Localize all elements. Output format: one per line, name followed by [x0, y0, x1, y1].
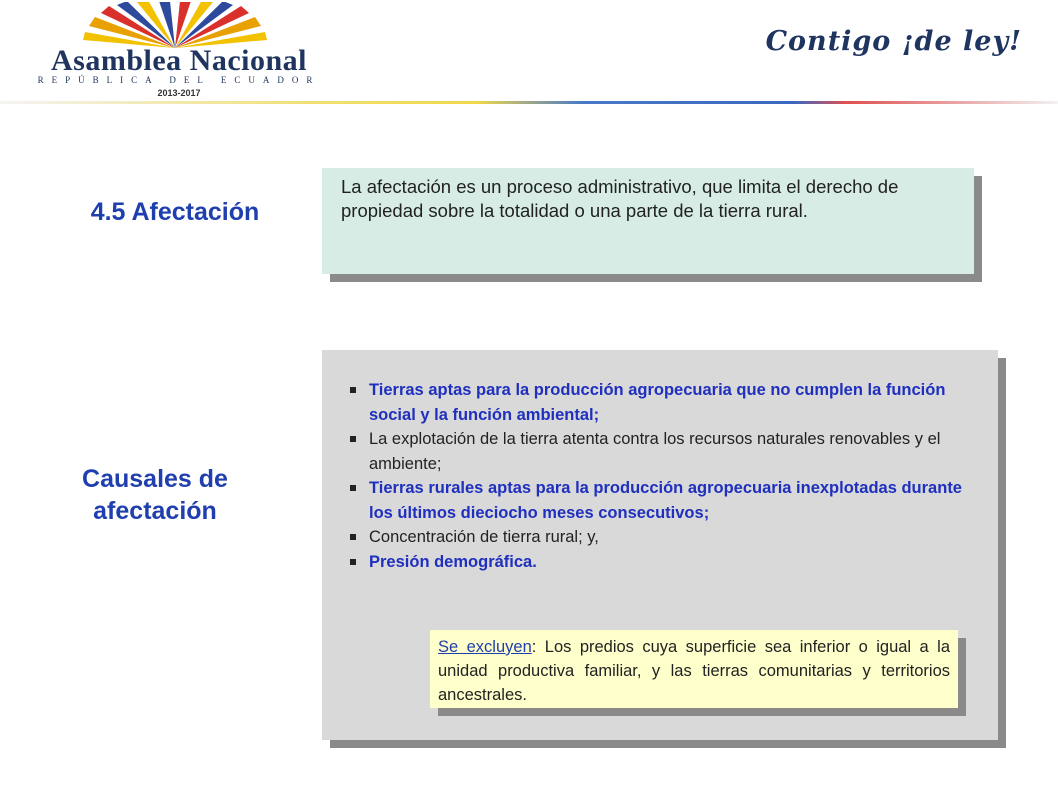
square-bullet-icon — [350, 534, 356, 540]
cause-text: Concentración de tierra rural; y, — [369, 528, 599, 546]
cause-text: Tierras rurales aptas para la producción agropecuaria inexplotadas durante los últimos dieciocho meses consecutivos; — [369, 479, 962, 522]
cause-text: Presión demográfica. — [369, 552, 537, 571]
cause-item — [348, 378, 973, 427]
cause-list — [348, 378, 973, 574]
cause-item — [348, 525, 973, 550]
header-divider — [0, 101, 1058, 104]
exclusion-body: : Los predios cuya superficie sea inferior o igual a la unidad productiva familiar, y las tierras comunitarias y territorios ancestrales. — [438, 638, 950, 704]
logo-title: Asamblea Nacional — [51, 44, 307, 77]
square-bullet-icon — [350, 485, 356, 491]
cause-text: La explotación de la tierra atenta contra los recursos naturales renovables y el ambiente; — [369, 430, 941, 473]
header — [0, 0, 1058, 104]
cause-text: Tierras aptas para la producción agropecuaria que no cumplen la función social y la función ambiental; — [369, 381, 946, 424]
definition-text: La afectación es un proceso administrativo, que limita el derecho de propiedad sobre la totalidad o una parte de la tierra rural. — [341, 176, 899, 221]
cause-item — [348, 476, 973, 525]
cause-item — [348, 550, 973, 575]
section-title-causales: Causales de afectación — [82, 465, 228, 525]
square-bullet-icon — [350, 436, 356, 442]
definition-box — [322, 168, 974, 274]
exclusion-text — [438, 635, 950, 707]
square-bullet-icon — [350, 559, 356, 565]
logo — [30, 2, 320, 100]
exclusion-box — [430, 630, 958, 708]
section-title-afectacion: 4.5 Afectación — [90, 198, 260, 226]
logo-subtitle: REPÚBLICA DEL ECUADOR — [37, 75, 321, 85]
cause-item — [348, 427, 973, 476]
square-bullet-icon — [350, 387, 356, 393]
logo-years: 2013-2017 — [157, 88, 201, 98]
slogan: Contigo ¡de ley! — [765, 26, 1022, 57]
exclusion-label: Se excluyen — [438, 638, 532, 656]
